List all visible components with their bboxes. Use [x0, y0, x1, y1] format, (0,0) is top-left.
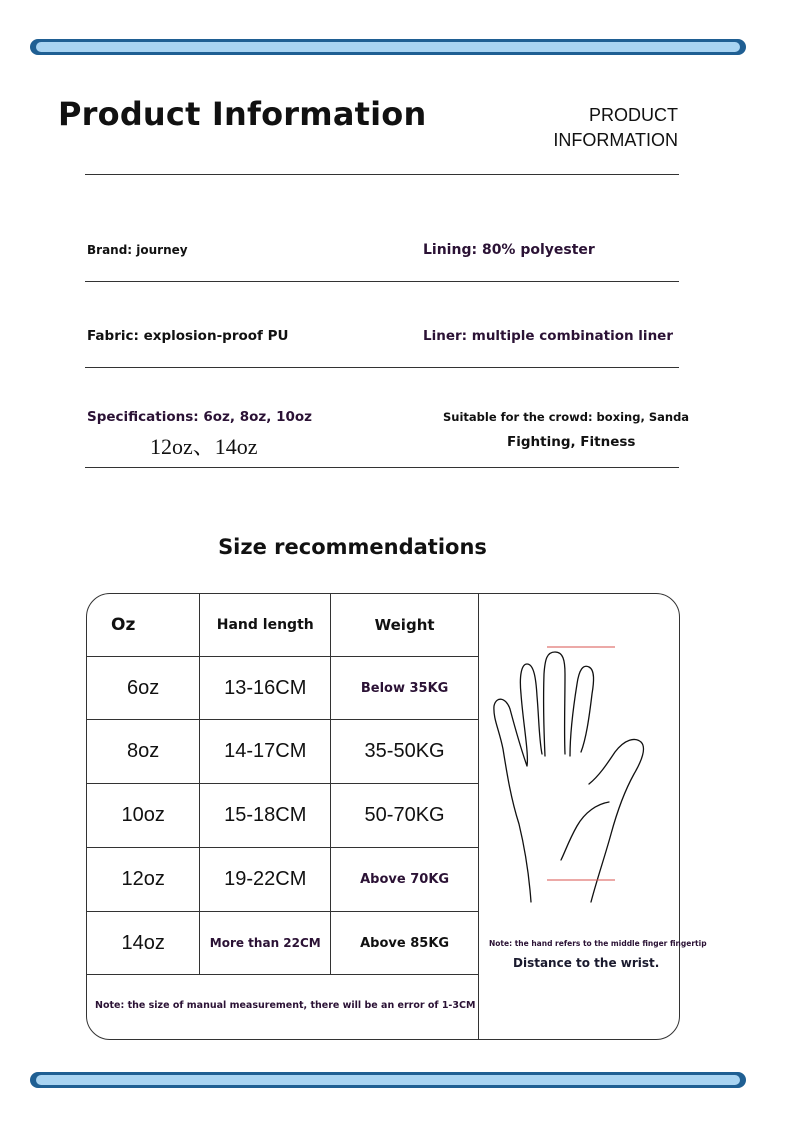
- oz-cell: 14oz: [87, 912, 200, 975]
- table-header-row: [87, 594, 479, 657]
- crowd-continued: Fighting, Fitness: [507, 434, 636, 450]
- hand-diagram-panel: [478, 594, 707, 1039]
- table-row: [87, 720, 479, 784]
- top-decorative-bar: [30, 39, 746, 55]
- brand-text: Brand: journey: [87, 243, 188, 257]
- hand-length-cell: 19-22CM: [200, 848, 331, 912]
- oz-cell: 12oz: [87, 848, 200, 912]
- weight-cell: 35-50KG: [331, 720, 479, 784]
- liner-text: Liner: multiple combination liner: [423, 328, 673, 344]
- header-hand-length: Hand length: [200, 594, 331, 657]
- table-row: [87, 657, 479, 720]
- hand-outline-icon: [489, 634, 669, 904]
- oz-cell: 10oz: [87, 784, 200, 848]
- size-table: [86, 593, 707, 1040]
- fabric-text: Fabric: explosion-proof PU: [87, 328, 289, 344]
- weight-cell: Above 85KG: [331, 912, 479, 975]
- divider: [85, 367, 679, 368]
- oz-cell: 8oz: [87, 720, 200, 784]
- oz-cell: 6oz: [87, 657, 200, 720]
- weight-cell: Below 35KG: [331, 657, 479, 720]
- size-grid: [87, 594, 479, 1036]
- measurement-note: Note: the size of manual measurement, there will be an error of 1-3CM: [87, 975, 479, 1037]
- weight-cell: 50-70KG: [331, 784, 479, 848]
- specifications-continued: 12oz、14oz: [150, 434, 258, 459]
- header-oz: Oz: [87, 594, 200, 657]
- page-title: Product Information: [58, 95, 427, 133]
- table-row: [87, 784, 479, 848]
- size-heading: Size recommendations: [218, 535, 487, 559]
- hand-measurement-note-continued: Distance to the wrist.: [513, 956, 660, 970]
- table-row: [87, 912, 479, 975]
- table-note-row: [87, 975, 479, 1037]
- specifications-text: Specifications: 6oz, 8oz, 10oz: [87, 409, 313, 425]
- title-en-line1: PRODUCT: [589, 105, 678, 125]
- divider: [85, 174, 679, 175]
- hand-length-cell: 15-18CM: [200, 784, 331, 848]
- header-weight: Weight: [331, 594, 479, 657]
- divider: [85, 281, 679, 282]
- title-en-line2: INFORMATION: [553, 130, 678, 150]
- divider: [85, 467, 679, 468]
- bottom-decorative-bar: [30, 1072, 746, 1088]
- hand-length-cell: 14-17CM: [200, 720, 331, 784]
- table-row: [87, 848, 479, 912]
- weight-cell: Above 70KG: [331, 848, 479, 912]
- hand-length-cell: More than 22CM: [200, 912, 331, 975]
- hand-length-cell: 13-16CM: [200, 657, 331, 720]
- lining-text: Lining: 80% polyester: [423, 242, 595, 258]
- hand-measurement-note: Note: the hand refers to the middle finger fingertip: [489, 939, 707, 948]
- crowd-text: Suitable for the crowd: boxing, Sanda: [443, 410, 690, 424]
- page-title-english: [553, 103, 678, 153]
